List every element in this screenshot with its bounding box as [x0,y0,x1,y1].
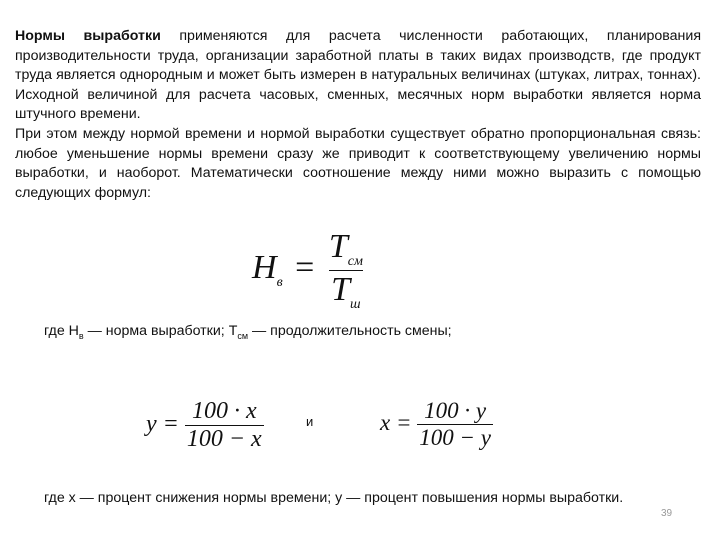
den-sub: ш [350,296,361,312]
paragraph-inverse-relation: При этом между нормой времени и нормой выработки существует обратно пропорциональная связь: любое уменьшение нормы времени сразу же приводит к соответствующему увеличению нормы выработки, и наоборот. Математически соотношение между ними можно выразить с помощью следующих формул: [15,126,701,201]
numerator: 100 · y [424,398,487,423]
legend-sub: в [78,330,84,341]
den-symbol: T [331,270,351,308]
paragraph-production-norms [15,27,701,125]
formula-lhs: x = [380,409,412,435]
num-sub: см [347,253,363,269]
numerator: 100 · x [191,398,257,424]
formula-y [146,398,264,453]
paragraph-text: применяются для расчета численности работающих, планирования производительности труда, организации заработной платы в таких видах производств, где продукт труда является однородным и может быть измерен в натуральных величинах (штуках, литрах, тоннах). Исходной величиной для расчета часовых, сменных, месячных норм выработки является норма штучного времени. [15,28,702,123]
legend-line-2: где х — процент снижения нормы времени; у — процент повышения нормы выработки. [44,490,624,506]
legend-text: где H [44,323,79,339]
formula-output-norm [252,228,365,313]
legend-text: — продолжительность смены; [248,323,452,339]
denominator [329,270,363,313]
formula-lhs: y = [146,411,179,438]
legend-text: — норма выработки; Т [83,323,238,339]
bold-term: Нормы выработки [15,28,161,44]
fraction [327,228,365,313]
conjunction: и [306,414,314,429]
formula-x [380,398,493,451]
numerator [327,228,365,270]
legend-sub: см [237,330,249,341]
denominator: 100 − x [186,426,262,452]
formula-equals: = [295,249,315,287]
legend-line-1 [44,323,452,341]
fraction [417,398,493,451]
formula-lhs-sub: в [276,274,283,290]
formula-lhs: H [252,249,277,287]
page-number: 39 [661,508,673,519]
num-symbol: T [328,228,348,265]
fraction [185,398,264,453]
denominator: 100 − y [419,425,491,450]
